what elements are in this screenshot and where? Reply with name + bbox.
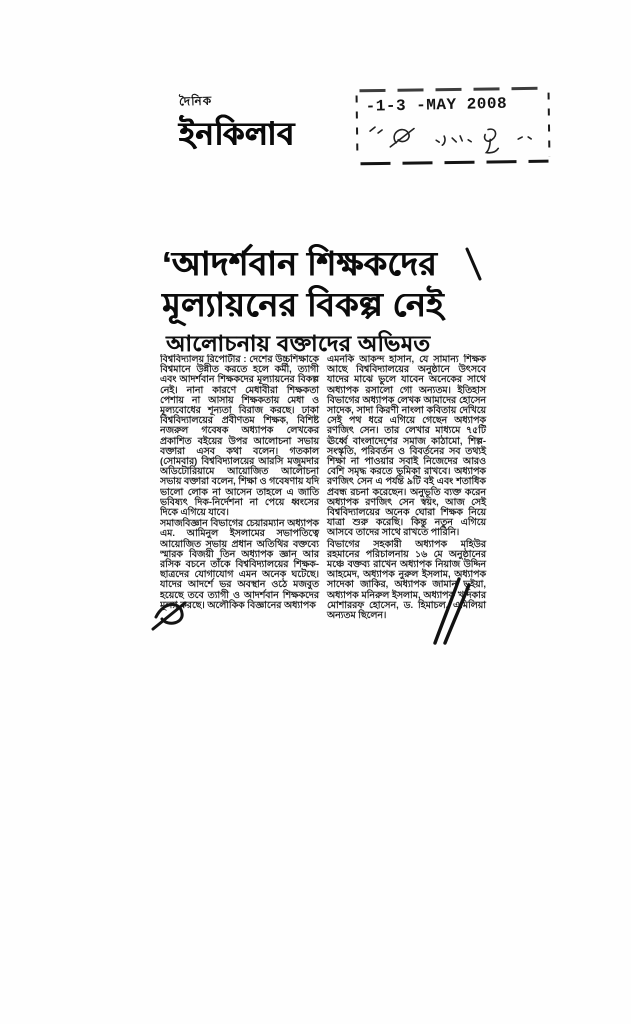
ink-scribble-icon	[150, 585, 192, 633]
body-paragraph: এমনকি আকন্দ হাসান, যে সামান্য শিক্ষক আছে বিশ্ববিদ্যালয়ের অনুষ্ঠানে উৎসবে যাদের মাঝে ভুলে যাবেন অনেকের সাথে অধ্যাপক রসালো গো অন্যতম। ইতিহাস বিভাগের অধ্যাপক লেখক আমাদের হোসেন সাদেক, সাদা কিরণী নাংলা কবিতায় দেখিয়ে সেই পথ ধরে এগিয়ে গেছেন অধ্যাপক রণজিৎ সেন। তার লেখার মাধ্যমে ৭৫টি ঊর্ধ্বে বাংলাদেশের সমাজ কাঠামো, শিল্প-সংস্কৃতি, পরিবর্তন ও বিবর্তনের সব তথ্যই শিক্ষা না পাওয়ার সবাই নিজেদের আরও বেশি সমৃদ্ধ করতে ভূমিকা রাখবে। অধ্যাপক রণজিৎ সেন এ পর্যন্ত ৯টি বই এবং শতাধিক প্রবন্ধ রচনা করেছেন। অনুভূতি ব্যক্ত করেন অধ্যাপক রণজিৎ সেন স্বয়ং, আজ সেই বিশ্ববিদ্যালয়ের অনেক ঘোরা শিক্ষক নিয়ে যাত্রা শুরু করেছি। কিন্তু নতুন এগিয়ে আসবে তাদের সাথে রাখতে পারিনি।	[327, 354, 486, 538]
stamp-border-right	[548, 93, 551, 157]
date-stamp	[355, 87, 550, 166]
masthead-title: ইনকিলাব	[179, 116, 295, 152]
stamp-border-left	[356, 95, 359, 159]
article-headline	[162, 243, 502, 325]
headline-line-2: মূল্যায়নের বিকল্প নেই	[162, 286, 444, 323]
signature-scribble-icon	[362, 115, 543, 162]
body-paragraph: বিশ্ববিদ্যালয় রিপোর্টার : দেশের উচ্চশিক্ষাকে বিশ্বমানে উন্নীত করতে হলে কর্মী, ত্যাগী এবং আদর্শবান শিক্ষকদের মূল্যায়নের বিকল্প নেই। নানা কারণে মেধাবীরা শিক্ষকতা পেশায় না আসায় শিক্ষকতায় মেধা ও মূল্যবোধের শূন্যতা বিরাজ করছে। ঢাকা বিশ্ববিদ্যালয়ের প্রবীণতম শিক্ষক, বিশিষ্ট নজরুল গবেষক অধ্যাপক লেখকের প্রকাশিত বইয়ের উপর আলোচনা সভায় বক্তারা এসব কথা বলেন। গতকাল (সোমবার) বিশ্ববিদ্যালয়ের আরসি মজুমদার অডিটোরিয়ামে আয়োজিত আলোচনা সভায় বক্তারা বলেন, শিক্ষা ও গবেষণায় যদি ভালো লোক না আসেন তাহলে এ জাতি ভবিষ্যৎ দিক-নির্দেশনা না পেয়ে ধ্বংসের দিকে এগিয়ে যাবে।	[160, 354, 319, 518]
article-subhead: আলোচনায় বক্তাদের অভিমত	[166, 331, 431, 356]
headline-line-1: ‘আদর্শবান শিক্ষকদের	[162, 245, 437, 282]
stamp-border-top	[359, 87, 547, 93]
stamp-date-text: -1-3 -MAY 2008	[365, 94, 508, 116]
masthead	[179, 92, 295, 161]
body-paragraph: বিভাগের সহকারী অধ্যাপক মহিউর রহমানের পরিচালনায় ১৬ মে অনুষ্ঠানের মঞ্চে বক্তব্য রাখেন অধ্যাপক নিয়াজ উদ্দিন আহমেদ, অধ্যাপক নুরুল ইসলাম, অধ্যাপক সাদেকা জাকির, অধ্যাপক জামান ভূইয়া, অধ্যাপক মনিরুল ইসলাম, অধ্যাপক খন্দকার মোশাররফ হোসেন, ড. হিমাচল, এমিলিয়া অন্যতম ছিলেন।	[327, 537, 486, 621]
pen-slash-marks-icon	[429, 577, 473, 645]
masthead-daily-label: দৈনিক	[178, 93, 213, 109]
pen-tick-icon	[464, 247, 484, 283]
body-paragraph: সমাজবিজ্ঞান বিভাগের চেয়ারম্যান অধ্যাপক এম. আমিনুল ইসলামের সভাপতিত্বে আয়োজিত সভায় প্রধান অতিথির বক্তব্যে স্মারক বিজয়ী তিন অধ্যাপক জ্ঞান আর রসিক বচনে তাঁকে বিশ্ববিদ্যালয়ের শিক্ষক-ছাত্রদের যোগাযোগ এমন অনেক ঘটেছে। যাদের আদর্শে ভর অবস্থান ওঠে মজবুত হয়েছে তবে ত্যাগী ও আদর্শবান শিক্ষকদের মূল্যা করছে। অলৌকিক বিজ্ঞানের অধ্যাপক	[160, 517, 319, 610]
